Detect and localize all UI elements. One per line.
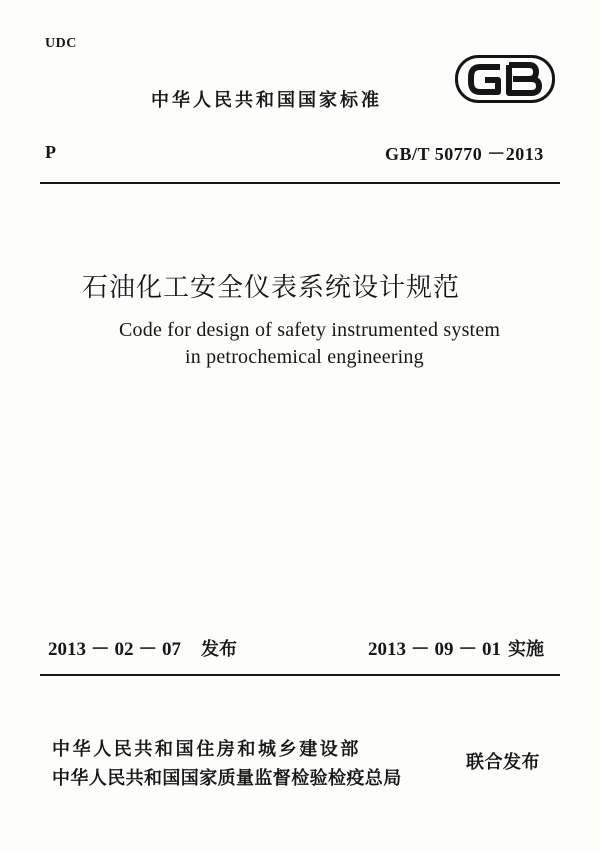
publisher-ministry: 中华人民共和国住房和城乡建设部: [52, 739, 361, 760]
chinese-title: 石油化工安全仪表系统设计规范: [82, 273, 461, 303]
joint-issue-label: 联合发布: [466, 752, 540, 773]
implementation-date: 2013 － 09 － 01: [368, 639, 502, 660]
standard-number: GB/T 50770 －2013: [385, 144, 544, 164]
english-title-line-2: in petrochemical engineering: [185, 346, 424, 368]
classification-code: P: [45, 142, 56, 162]
bottom-divider: [40, 674, 560, 676]
standard-type-heading: 中华人民共和国国家标准: [151, 90, 382, 111]
english-title-line-1: Code for design of safety instrumented system: [119, 319, 501, 341]
issue-date: 2013 － 02 － 07: [48, 639, 182, 660]
issue-label: 发布: [201, 639, 237, 660]
top-divider: [40, 182, 560, 184]
udc-label: UDC: [45, 36, 77, 51]
gb-logo: [455, 55, 555, 103]
publisher-administration: 中华人民共和国国家质量监督检验检疫总局: [52, 768, 402, 789]
implementation-label: 实施: [508, 639, 544, 660]
